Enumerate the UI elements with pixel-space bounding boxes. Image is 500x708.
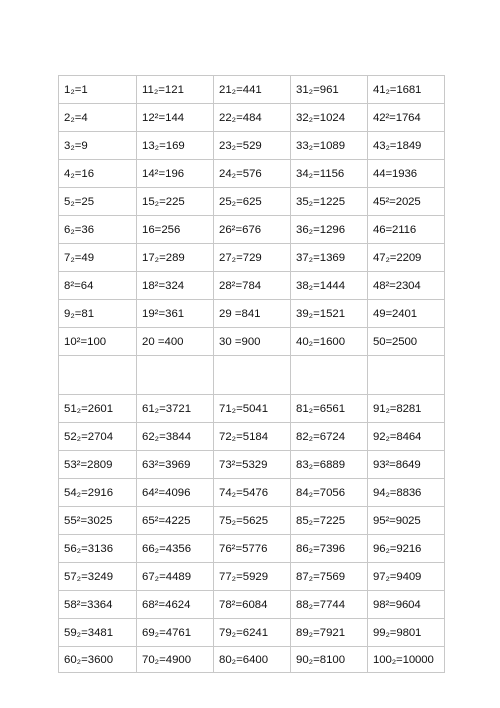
square-cell: 80₂=6400: [214, 647, 291, 673]
square-cell: 12²=144: [137, 104, 214, 132]
square-cell: 67₂=4489: [137, 563, 214, 591]
square-cell: 55²=3025: [59, 507, 137, 535]
table-row: [59, 160, 445, 188]
table-row: [59, 563, 445, 591]
square-cell: 21₂=441: [214, 76, 291, 104]
square-cell: 7₂=49: [59, 244, 137, 272]
square-cell: 43₂=1849: [368, 132, 445, 160]
square-cell: 8²=64: [59, 272, 137, 300]
square-cell: 38₂=1444: [291, 272, 368, 300]
square-cell: 71₂=5041: [214, 395, 291, 423]
square-cell: 39₂=1521: [291, 300, 368, 328]
square-cell: 69₂=4761: [137, 619, 214, 647]
square-cell: 59₂=3481: [59, 619, 137, 647]
square-cell: 73²=5329: [214, 451, 291, 479]
squares-table-body: [59, 76, 445, 673]
empty-cell: [214, 356, 291, 395]
square-cell: 29 =841: [214, 300, 291, 328]
block-gap-row: [59, 356, 445, 395]
square-cell: 25₂=625: [214, 188, 291, 216]
square-cell: 32₂=1024: [291, 104, 368, 132]
square-cell: 68²=4624: [137, 591, 214, 619]
square-cell: 50=2500: [368, 328, 445, 356]
square-cell: 3₂=9: [59, 132, 137, 160]
square-cell: 54₂=2916: [59, 479, 137, 507]
square-cell: 20 =400: [137, 328, 214, 356]
square-cell: 83₂=6889: [291, 451, 368, 479]
square-cell: 62₂=3844: [137, 423, 214, 451]
square-cell: 42²=1764: [368, 104, 445, 132]
table-row: [59, 507, 445, 535]
square-cell: 79₂=6241: [214, 619, 291, 647]
square-cell: 56₂=3136: [59, 535, 137, 563]
square-cell: 24₂=576: [214, 160, 291, 188]
square-cell: 57₂=3249: [59, 563, 137, 591]
square-cell: 100₂=10000: [368, 647, 445, 673]
table-row: [59, 535, 445, 563]
square-cell: 63²=3969: [137, 451, 214, 479]
square-cell: 66₂=4356: [137, 535, 214, 563]
square-cell: 6₂=36: [59, 216, 137, 244]
square-cell: 35₂=1225: [291, 188, 368, 216]
square-cell: 76²=5776: [214, 535, 291, 563]
square-cell: 87₂=7569: [291, 563, 368, 591]
square-cell: 81₂=6561: [291, 395, 368, 423]
square-cell: 22₂=484: [214, 104, 291, 132]
squares-table: [58, 75, 445, 673]
empty-cell: [137, 356, 214, 395]
table-row: [59, 423, 445, 451]
square-cell: 10²=100: [59, 328, 137, 356]
square-cell: 40₂=1600: [291, 328, 368, 356]
square-cell: 13₂=169: [137, 132, 214, 160]
table-row: [59, 395, 445, 423]
square-cell: 15₂=225: [137, 188, 214, 216]
square-cell: 77₂=5929: [214, 563, 291, 591]
square-cell: 95²=9025: [368, 507, 445, 535]
square-cell: 82₂=6724: [291, 423, 368, 451]
square-cell: 61₂=3721: [137, 395, 214, 423]
square-cell: 53²=2809: [59, 451, 137, 479]
square-cell: 26²=676: [214, 216, 291, 244]
square-cell: 19²=361: [137, 300, 214, 328]
table-row: [59, 132, 445, 160]
table-row: [59, 300, 445, 328]
square-cell: 86₂=7396: [291, 535, 368, 563]
square-cell: 46=2116: [368, 216, 445, 244]
square-cell: 2₂=4: [59, 104, 137, 132]
empty-cell: [59, 356, 137, 395]
square-cell: 74₂=5476: [214, 479, 291, 507]
square-cell: 49=2401: [368, 300, 445, 328]
square-cell: 11₂=121: [137, 76, 214, 104]
square-cell: 51₂=2601: [59, 395, 137, 423]
empty-cell: [291, 356, 368, 395]
table-row: [59, 479, 445, 507]
square-cell: 17₂=289: [137, 244, 214, 272]
square-cell: 34₂=1156: [291, 160, 368, 188]
square-cell: 52₂=2704: [59, 423, 137, 451]
square-cell: 4₂=16: [59, 160, 137, 188]
square-cell: 45²=2025: [368, 188, 445, 216]
square-cell: 9₂=81: [59, 300, 137, 328]
square-cell: 36₂=1296: [291, 216, 368, 244]
square-cell: 5₂=25: [59, 188, 137, 216]
table-row: [59, 451, 445, 479]
table-row: [59, 328, 445, 356]
table-row: [59, 216, 445, 244]
table-row: [59, 104, 445, 132]
table-row: [59, 619, 445, 647]
square-cell: 85₂=7225: [291, 507, 368, 535]
square-cell: 16=256: [137, 216, 214, 244]
square-cell: 98²=9604: [368, 591, 445, 619]
square-cell: 65²=4225: [137, 507, 214, 535]
square-cell: 90₂=8100: [291, 647, 368, 673]
square-cell: 37₂=1369: [291, 244, 368, 272]
square-cell: 28²=784: [214, 272, 291, 300]
table-row: [59, 591, 445, 619]
square-cell: 92₂=8464: [368, 423, 445, 451]
square-cell: 30 =900: [214, 328, 291, 356]
table-row: [59, 272, 445, 300]
square-cell: 58²=3364: [59, 591, 137, 619]
square-cell: 91₂=8281: [368, 395, 445, 423]
square-cell: 78²=6084: [214, 591, 291, 619]
square-cell: 44=1936: [368, 160, 445, 188]
square-cell: 96₂=9216: [368, 535, 445, 563]
square-cell: 47₂=2209: [368, 244, 445, 272]
square-cell: 60₂=3600: [59, 647, 137, 673]
table-row: [59, 647, 445, 673]
square-cell: 1₂=1: [59, 76, 137, 104]
table-row: [59, 244, 445, 272]
square-cell: 64²=4096: [137, 479, 214, 507]
table-row: [59, 76, 445, 104]
square-cell: 27₂=729: [214, 244, 291, 272]
square-cell: 33₂=1089: [291, 132, 368, 160]
square-cell: 70₂=4900: [137, 647, 214, 673]
square-cell: 94₂=8836: [368, 479, 445, 507]
square-cell: 18²=324: [137, 272, 214, 300]
empty-cell: [368, 356, 445, 395]
square-cell: 93²=8649: [368, 451, 445, 479]
square-cell: 23₂=529: [214, 132, 291, 160]
square-cell: 89₂=7921: [291, 619, 368, 647]
square-cell: 99₂=9801: [368, 619, 445, 647]
square-cell: 88₂=7744: [291, 591, 368, 619]
square-cell: 41₂=1681: [368, 76, 445, 104]
table-row: [59, 188, 445, 216]
square-cell: 14²=196: [137, 160, 214, 188]
square-cell: 48²=2304: [368, 272, 445, 300]
square-cell: 97₂=9409: [368, 563, 445, 591]
square-cell: 72₂=5184: [214, 423, 291, 451]
square-cell: 84₂=7056: [291, 479, 368, 507]
square-cell: 31₂=961: [291, 76, 368, 104]
square-cell: 75₂=5625: [214, 507, 291, 535]
